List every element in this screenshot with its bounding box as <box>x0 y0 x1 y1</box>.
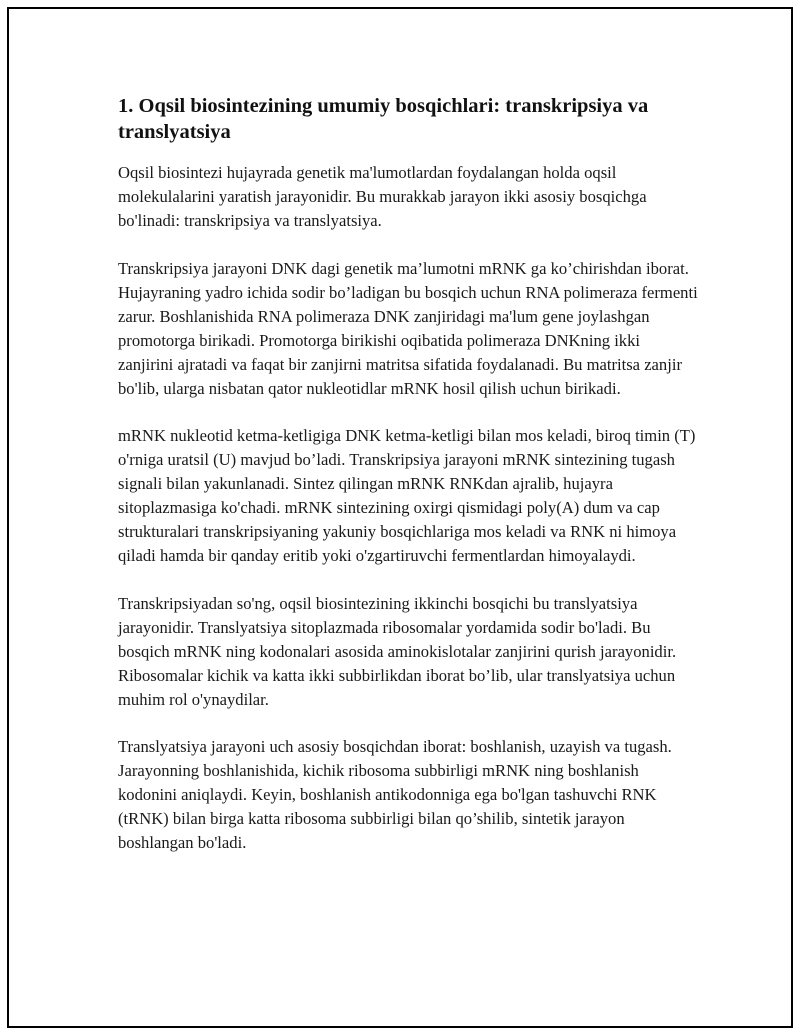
document-body <box>118 93 698 879</box>
paragraph-translation: Transkripsiyadan so'ng, oqsil biosintezining ikkinchi bosqichi bu translyatsiya jarayonidir. Translyatsiya sitoplazmada ribosomalar yordamida sodir bo'ladi. Bu bosqich mRNK ning kodonalari asosida aminokislotalar zanjirini qurish jarayonidir. Ribosomalar kichik va katta ikki subbirlikdan iborat bo’lib, ular translyatsiya uchun muhim rol o'ynaydilar. <box>118 593 677 709</box>
paragraph-transcription: Transkripsiya jarayoni DNK dagi genetik ma’lumotni mRNK ga ko’chirishdan iborat. Hujayraning yadro ichida sodir bo’ladigan bu bosqich uchun RNA polimeraza fermenti zarur. Boshlanishida RNA polimeraza DNK zanjiridagi ma'lum gene joylashgan promotorga birikadi. Promotorga birikishi oqibatida polimeraza DNKning ikki zanjirini ajratadi va faqat bir zanjirni matritsa sifatida foydalanadi. Bu matritsa zanjir bo'lib, ularga nisbatan qator nukleotidlar mRNK hosil qilish uchun birikadi. <box>118 258 698 398</box>
paragraph-mrna: mRNK nukleotid ketma-ketligiga DNK ketma-ketligi bilan mos keladi, biroq timin (T) o'rniga uratsil (U) mavjud bo’ladi. Transkripsiya jarayoni mRNK sintezining tugash signali bilan yakunlanadi. Sintez qilingan mRNK RNKdan ajralib, hujayra sitoplazmasiga ko'chadi. mRNK sintezining oxirgi qismidagi poly(A) dum va cap strukturalari transkripsiyaning yakuniy bosqichlariga mos keladi va RNK ni himoya qiladi hamda bir qanday eritib yoki o'zgartiruvchi fermentlardan himoyalaydi. <box>118 426 696 565</box>
paragraph-translation-stages: Translyatsiya jarayoni uch asosiy bosqichdan iborat: boshlanish, uzayish va tugash. Jarayonning boshlanishida, kichik ribosoma subbirligi mRNK ning boshlanish kodonini aniqlaydi. Keyin, boshlanish antikodonniga ega bo'lgan tashuvchi RNK (tRNK) bilan birga katta ribosoma subbirligi bilan qo’shilib, sintetik jarayon boshlangan bo'ladi. <box>118 737 672 852</box>
section-heading: 1. Oqsil biosintezining umumiy bosqichlari: transkripsiya va translyatsiya <box>118 95 649 143</box>
paragraph-intro: Oqsil biosintezi hujayrada genetik ma'lumotlardan foydalangan holda oqsil molekulalarini yaratish jarayonidir. Bu murakkab jarayon ikki asosiy bosqichga bo'linadi: transkripsiya va translyatsiya. <box>118 163 647 230</box>
